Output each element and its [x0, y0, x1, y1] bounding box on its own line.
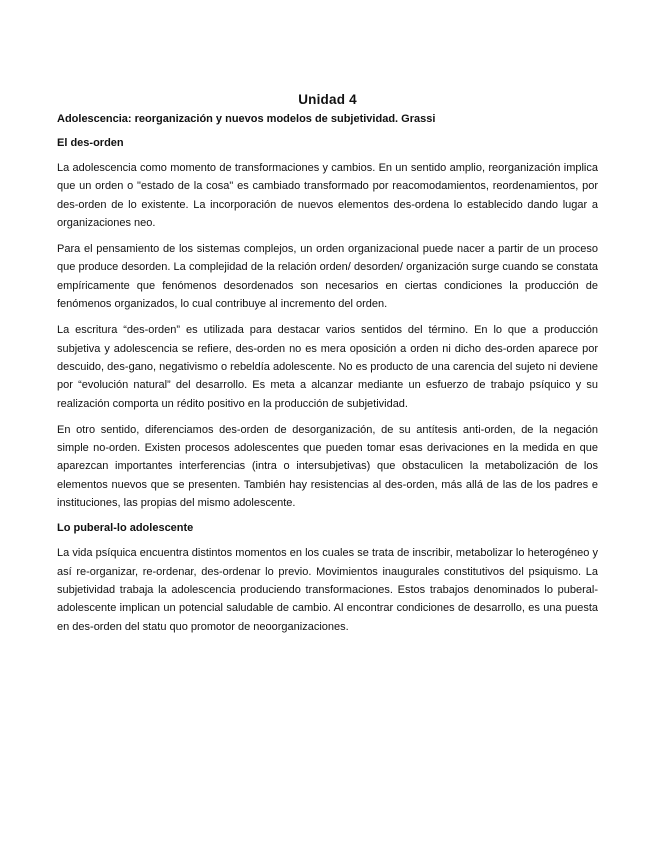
- section-heading-puberal: Lo puberal-lo adolescente: [57, 522, 194, 535]
- document-subtitle: Adolescencia: reorganización y nuevos modelos de subjetividad. Grassi: [57, 113, 436, 125]
- page-title: Unidad 4: [298, 92, 357, 107]
- paragraph: La adolescencia como momento de transformaciones y cambios. En un sentido amplio, reorganización implica que un orden o "estado de la cosa" es cambiado transformado por reacomodamientos, reordenamientos, por des-orden de lo existente. La incorporación de nuevos elementos des-ordena lo establecido dando lugar a organizaciones neo.: [57, 162, 598, 229]
- document-body: [57, 92, 598, 644]
- paragraph: En otro sentido, diferenciamos des-orden de desorganización, de su antítesis anti-orden, de la negación simple no-orden. Existen procesos adolescentes que pueden tomar esas derivaciones en la medida en que aparezcan importantes interferencias (intra o intersubjetivas) que obstaculicen la metabolización de los elementos nuevos que se presenten. También hay resistencias al des-orden, más allá de las de los padres e instituciones, las propias del mismo adolescente.: [57, 423, 598, 510]
- paragraph: La vida psíquica encuentra distintos momentos en los cuales se trata de inscribir, metabolizar lo heterogéneo y así re-organizar, re-ordenar, des-ordenar lo previo. Movimientos inaugurales constitutivos del psiquismo. La subjetividad trabaja la adolescencia produciendo transformaciones. Estos trabajos denominados lo puberal-adolescente implican un potencial saludable de cambio. Al encontrar condiciones de desarrollo, es una puesta en des-orden del statu quo promotor de neoorganizaciones.: [57, 547, 598, 633]
- paragraph: Para el pensamiento de los sistemas complejos, un orden organizacional puede nacer a partir de un proceso que produce desorden. La complejidad de la relación orden/ desorden/ organización surge cuando se constata empíricamente que fenómenos desordenados son necesarios en ciertas condiciones la producción de fenómenos organizados, lo cual contribuye al incremento del orden.: [57, 243, 598, 311]
- section-heading-des-orden: El des-orden: [57, 137, 124, 149]
- paragraph: La escritura “des-orden” es utilizada para destacar varios sentidos del término. En lo que a producción subjetiva y adolescencia se refiere, des-orden no es mera oposición a orden ni dicho des-orden aparece por descuido, des-gano, negativismo o rebeldía adolescente. No es producto de una carencia del sujeto ni deviene por “evolución natural” del desarrollo. Es meta a alcanzar mediante un esfuerzo de trabajo psíquico y su realización comporta un rédito positivo en la producción de subjetividad.: [57, 324, 598, 410]
